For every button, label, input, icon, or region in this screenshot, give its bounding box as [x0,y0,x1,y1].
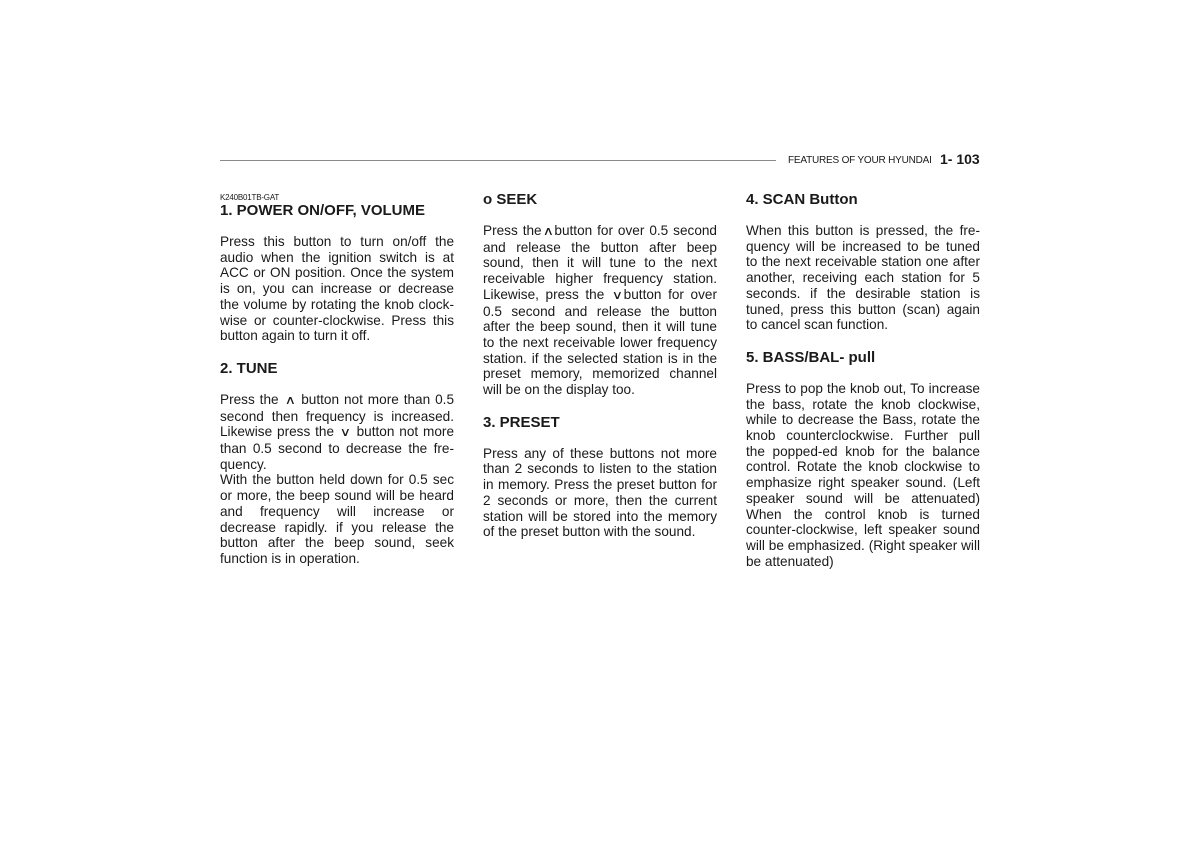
seek-heading: o SEEK [483,191,538,208]
preset-heading: 3. PRESET [483,413,560,431]
seek-text: Press the∧button for over 0.5 second and release the button after beep sound, then it will tune to the next receivable higher frequency station. Likewise, press the ∨button for over 0.5 second and release the button after the beep sound, then it will tune to the next receivable lower frequency station. if the selected station is in the preset memory, memorized channel will be on the display too. [483,223,717,398]
header-section-title: FEATURES OF YOUR HYUNDAI [788,155,932,166]
up-arrow-icon: ∧ [542,224,554,238]
down-arrow-icon: ∨ [611,287,623,302]
tune-text-hold: With the button held down for 0.5 sec or more, the beep sound will be heard and frequency will increase or decrease rapidly. if you release the button after the beep sound, seek function is in operation. [220,472,454,566]
document-code: K240B01TB-GAT [220,193,280,202]
scan-heading: 4. SCAN Button [746,191,858,208]
page-number: 1- 103 [940,151,980,167]
column-middle [483,191,717,540]
column-right [746,191,980,569]
bass-bal-heading: 5. BASS/BAL- pull [746,348,876,366]
scan-text: When this button is pressed, the fre-quency will be increased to be tuned to the next receivable station one after another, receiving each station for 5 seconds. if the desirable station is tuned, press this button (scan) again to cancel scan function. [746,223,980,333]
column-left [220,193,454,567]
power-volume-text: Press this button to turn on/off the audio when the ignition switch is at ACC or ON position. Once the system is on, you can increase or decrease the volume by rotating the knob clock-wise or counter-clockwise. Press this button again to turn it off. [220,234,454,344]
down-arrow-icon: ∨ [339,425,352,440]
up-arrow-icon: ∧ [284,392,296,407]
power-volume-heading: 1. POWER ON/OFF, VOLUME [220,202,426,219]
header-rule [220,160,776,161]
tune-text: Press the ∧ button not more than 0.5 second then frequency is increased. Likewise press the ∨ button not more than 0.5 second to decrease the fre-quency. [220,391,455,472]
preset-text: Press any of these buttons not more than 2 seconds to listen to the station in memory. Press the preset button for 2 seconds or more, then the current station will be stored into the memory of the preset button with the sound. [483,445,717,540]
tune-heading: 2. TUNE [220,359,278,377]
bass-bal-text: Press to pop the knob out, To increase the bass, rotate the knob clockwise, while to decrease the Bass, rotate the knob counterclockwise. Further pull the popped-ed knob for the balance control. Rotate the knob clockwise to emphasize right speaker sound. (Left speaker sound will be attenuated) When the control knob is turned counter-clockwise, left speaker sound will be emphasized. (Right speaker will be attenuated) [746,380,980,569]
